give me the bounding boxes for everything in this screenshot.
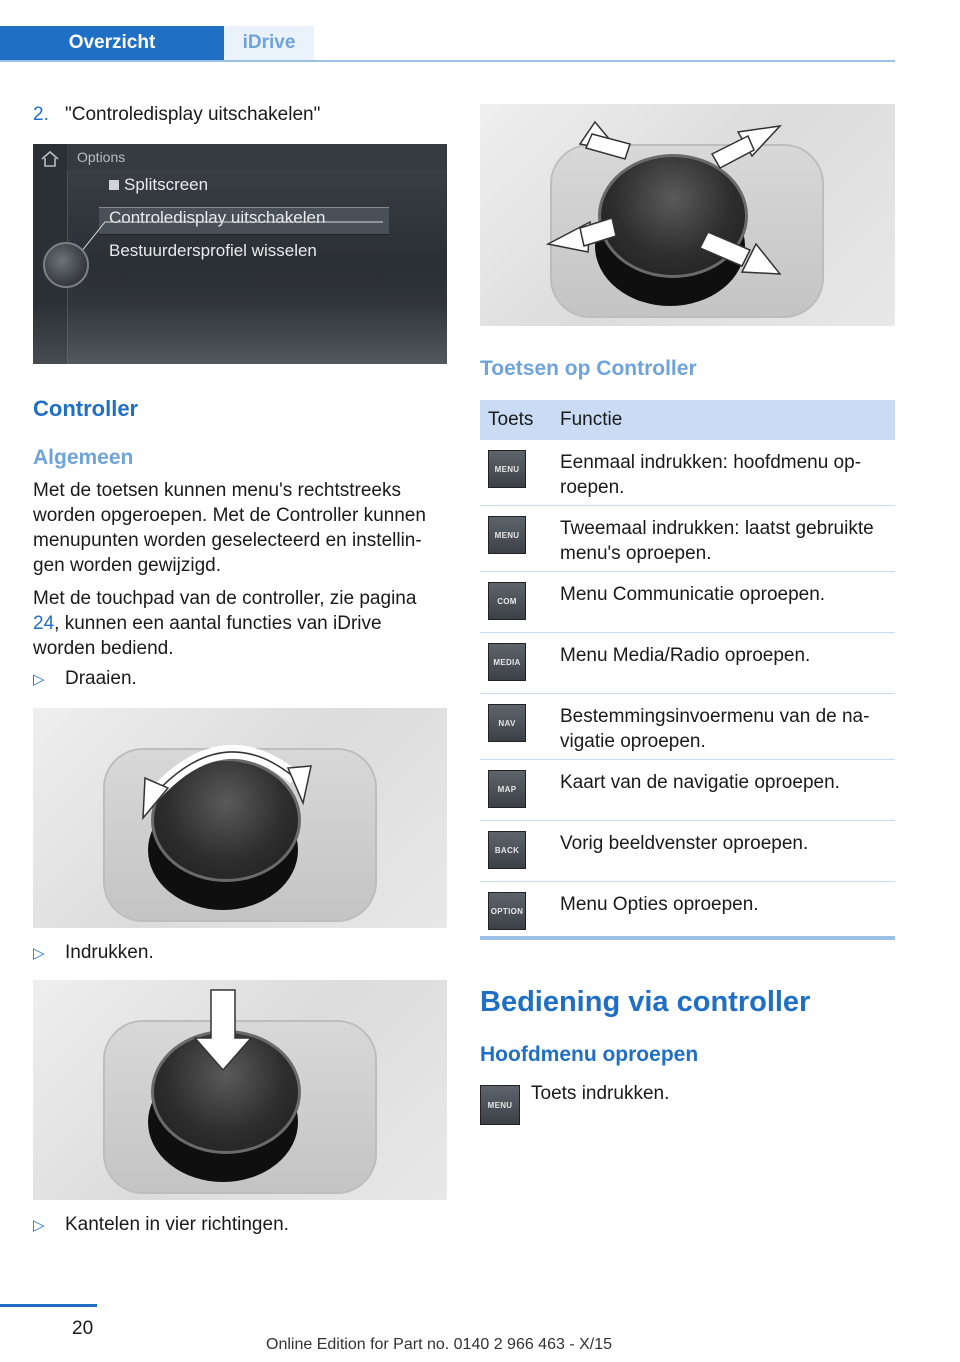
menu-item-driver-profile[interactable]: Bestuurdersprofiel wisselen <box>109 241 317 260</box>
table-end-rule <box>480 936 895 940</box>
page-number: 20 <box>72 1318 94 1339</box>
media-key-icon: MEDIA <box>488 643 526 681</box>
table-row <box>480 694 895 760</box>
row-function: Vorig beeldvenster oproepen. <box>560 833 809 854</box>
subsection-title-algemeen: Algemeen <box>33 446 134 469</box>
triangle-bullet-icon: ▷ <box>33 1217 45 1234</box>
menu-key-icon: MENU <box>480 1085 520 1125</box>
triangle-bullet-icon: ▷ <box>33 945 45 962</box>
tab-idrive[interactable]: iDrive <box>224 26 314 60</box>
table-row <box>480 633 895 694</box>
menu-key-icon: MENU <box>488 516 526 554</box>
table-header <box>480 400 895 440</box>
bullet-rotate: ▷ Draaien. <box>33 668 137 689</box>
com-key-icon: COM <box>488 582 526 620</box>
table-row <box>480 506 895 572</box>
menu-item-splitscreen[interactable]: Splitscreen <box>109 175 208 195</box>
controller-tilt-image <box>480 104 895 326</box>
subsection-title-main-menu: Hoofdmenu oproepen <box>480 1043 699 1066</box>
rotate-arrow-icon <box>33 708 447 928</box>
tab-overzicht[interactable]: Overzicht <box>0 26 224 60</box>
step-text: "Controledisplay uitschakelen" <box>65 104 321 125</box>
paragraph-general: Met de toetsen kunnen menu's rechtstreeks worden opgeroepen. Met de Controller kunnen menupunten worden geselecteerd en instellingen worden gewijzigd. <box>33 480 426 576</box>
table-row <box>480 440 895 506</box>
row-function: Menu Opties oproepen. <box>560 894 759 915</box>
display-screenshot <box>33 144 447 364</box>
section-title-controller: Controller <box>33 396 139 421</box>
menu-item-display-off[interactable]: Controledisplay uitschakelen <box>109 208 326 227</box>
controller-knob-icon <box>43 242 89 288</box>
nav-key-icon: NAV <box>488 704 526 742</box>
row-function: Eenmaal indrukken: hoofdmenu oproepen. <box>560 452 862 498</box>
table-row <box>480 821 895 882</box>
table-row <box>480 572 895 633</box>
bullet-press: ▷ Indrukken. <box>33 942 154 963</box>
paragraph-touchpad: Met de touchpad van de controller, zie pagina 24, kunnen een aantal functies van iDrive worden bediend. <box>33 588 417 659</box>
controller-rotate-image <box>33 708 447 928</box>
press-arrow-icon <box>33 980 447 1200</box>
section-title-buttons: Toetsen op Controller <box>480 357 697 380</box>
section-title-operation: Bediening via controller <box>480 986 811 1018</box>
header-key: Toets <box>488 409 534 430</box>
options-label: Options <box>77 149 126 165</box>
table-row <box>480 882 895 942</box>
step-2 <box>33 104 320 126</box>
page-link-24[interactable]: 24 <box>33 613 55 634</box>
map-key-icon: MAP <box>488 770 526 808</box>
footer-rule <box>0 1304 97 1307</box>
row-function: Kaart van de navigatie oproepen. <box>560 772 840 793</box>
instruction-press-key: Toets indrukken. <box>531 1083 670 1104</box>
bullet-tilt: ▷ Kantelen in vier richtingen. <box>33 1214 289 1235</box>
back-key-icon: BACK <box>488 831 526 869</box>
screen-glow <box>33 304 447 364</box>
header-divider <box>0 60 895 62</box>
row-function: Bestemmingsinvoermenu van de navigatie oproepen. <box>560 706 870 752</box>
controller-press-image <box>33 980 447 1200</box>
step-number: 2. <box>33 104 49 125</box>
row-function: Tweemaal indrukken: laatst gebruikte menu's oproepen. <box>560 518 874 564</box>
row-function: Menu Media/Radio oproepen. <box>560 645 811 666</box>
row-function: Menu Communicatie oproepen. <box>560 584 826 605</box>
option-key-icon: OPTION <box>488 892 526 930</box>
header-function: Functie <box>560 409 623 430</box>
table-row <box>480 760 895 821</box>
menu-key-icon: MENU <box>488 450 526 488</box>
edition-footer: Online Edition for Part no. 0140 2 966 463 - X/15 <box>266 1336 613 1353</box>
buttons-table <box>480 400 895 942</box>
triangle-bullet-icon: ▷ <box>33 671 45 688</box>
tilt-arrows-icon <box>480 104 895 326</box>
